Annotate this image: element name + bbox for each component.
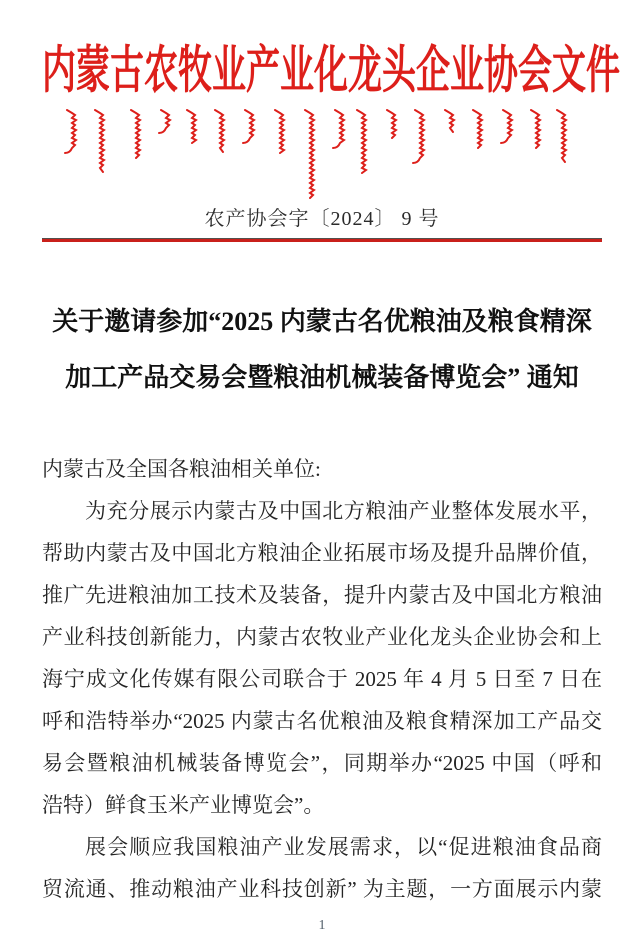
document-title-line2: 加工产品交易会暨粮油机械装备博览会” 通知 — [65, 363, 579, 392]
document-number: 农产协会字〔2024〕 9 号 — [204, 208, 440, 230]
body-line: 易会暨粮油机械装备博览会”，同期举办“2025 中国（呼和 — [42, 751, 602, 775]
document-title — [42, 294, 602, 406]
body-line: 帮助内蒙古及中国北方粮油企业拓展市场及提升品牌价值， — [42, 541, 602, 565]
document-title-line1: 关于邀请参加“2025 内蒙古名优粮油及粮食精深 — [52, 307, 592, 336]
mongolian-script-decoration — [62, 108, 582, 200]
page-number: 1 — [318, 918, 326, 933]
body-line: 浩特）鲜食玉米产业博览会”。 — [42, 793, 325, 817]
body-line: 呼和浩特举办“2025 内蒙古名优粮油及粮食精深加工产品交 — [42, 709, 602, 733]
body-line: 贸流通、推动粮油产业科技创新” 为主题，一方面展示内蒙 — [42, 877, 602, 901]
red-divider-line — [42, 238, 602, 242]
body-line-salutation: 内蒙古及全国各粮油相关单位: — [42, 457, 321, 481]
body-line: 为充分展示内蒙古及中国北方粮油产业整体发展水平， — [85, 499, 602, 523]
body-line: 海宁成文化传媒有限公司联合于 2025 年 4 月 5 日至 7 日在 — [42, 667, 602, 691]
document-header — [42, 0, 620, 200]
body-line: 产业科技创新能力，内蒙古农牧业产业化龙头企业协会和上 — [42, 625, 602, 649]
body-line: 展会顺应我国粮油产业发展需求，以“促进粮油食品商 — [85, 835, 602, 859]
document-body — [42, 448, 602, 910]
body-line: 推广先进粮油加工技术及装备，提升内蒙古及中国北方粮油 — [42, 583, 602, 607]
organization-title: 内蒙古农牧业产业化龙头企业协会文件 — [42, 44, 620, 100]
